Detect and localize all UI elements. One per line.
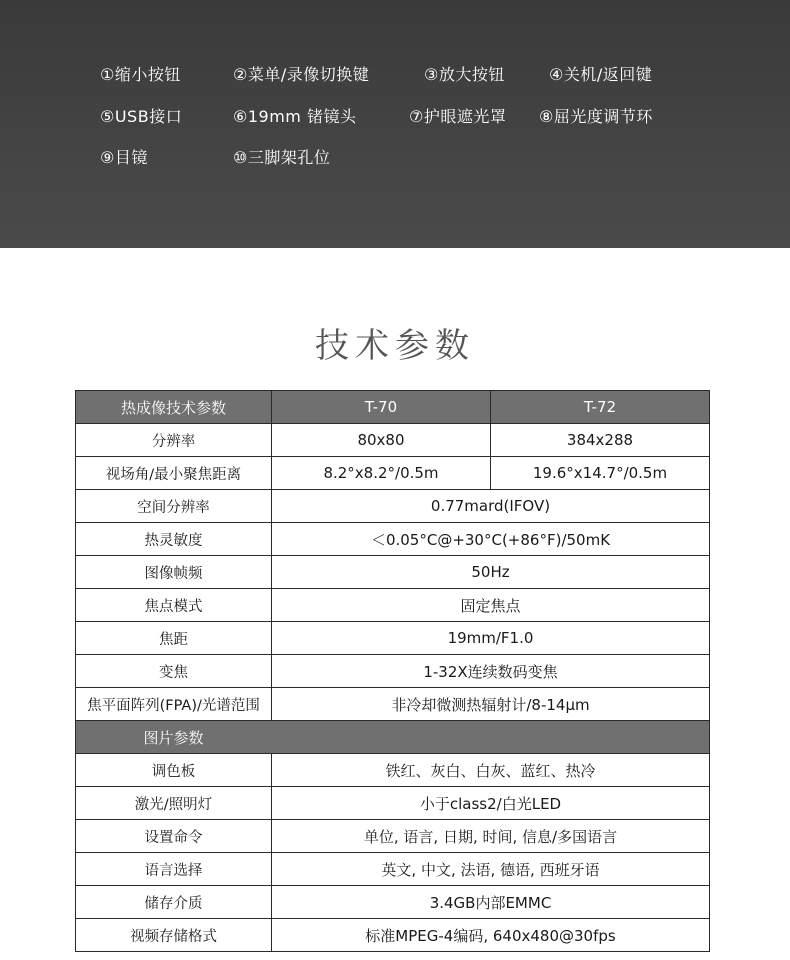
table-header-row [76,391,710,424]
row-value: 单位, 语言, 日期, 时间, 信息/多国语言 [272,820,710,853]
spec-table [75,390,710,952]
row-value: 19.6°x14.7°/0.5m [491,457,710,490]
row-label: 分辨率 [76,424,272,457]
row-value: 1-32X连续数码变焦 [272,655,710,688]
table-row [76,754,710,787]
row-label: 焦平面阵列(FPA)/光谱范围 [76,688,272,721]
table-row [76,787,710,820]
table-row [76,622,710,655]
table-row [76,820,710,853]
table-row [76,589,710,622]
row-label: 空间分辨率 [76,490,272,523]
row-label: 调色板 [76,754,272,787]
row-value: 铁红、灰白、白灰、蓝红、热冷 [272,754,710,787]
row-label: 变焦 [76,655,272,688]
row-value: 8.2°x8.2°/0.5m [272,457,491,490]
row-value: 非冷却微测热辐射计/8-14μm [272,688,710,721]
legend-item: ⑨目镜 [100,148,148,167]
table-header-model: T-72 [491,391,710,424]
row-value: 3.4GB内部EMMC [272,886,710,919]
row-value: 80x80 [272,424,491,457]
row-label: 视场角/最小聚焦距离 [76,457,272,490]
row-value: 标准MPEG-4编码, 640x480@30fps [272,919,710,952]
legend-banner [0,0,790,248]
row-value: 0.77mard(IFOV) [272,490,710,523]
row-value: 英文, 中文, 法语, 德语, 西班牙语 [272,853,710,886]
legend-item: ①缩小按钮 [100,65,181,84]
table-group-header [76,721,710,754]
table-row [76,655,710,688]
table-row [76,919,710,952]
row-label: 设置命令 [76,820,272,853]
row-value: ＜0.05°C@+30°C(+86°F)/50mK [272,523,710,556]
legend-item: ⑦护眼遮光罩 [409,107,507,126]
table-header-label: 热成像技术参数 [76,391,272,424]
row-value: 384x288 [491,424,710,457]
row-label: 焦点模式 [76,589,272,622]
legend-item: ⑥19mm 锗镜头 [233,107,357,126]
legend-item: ⑤USB接口 [100,107,183,126]
table-header-model: T-70 [272,391,491,424]
legend-item: ⑩三脚架孔位 [233,148,331,167]
row-label: 视频存储格式 [76,919,272,952]
row-label: 热灵敏度 [76,523,272,556]
legend-item: ②菜单/录像切换键 [233,65,370,84]
section-title: 技术参数 [315,326,475,366]
row-label: 激光/照明灯 [76,787,272,820]
table-row [76,457,710,490]
row-label: 语言选择 [76,853,272,886]
row-value: 50Hz [272,556,710,589]
row-value: 19mm/F1.0 [272,622,710,655]
table-row [76,490,710,523]
group-label: 图片参数 [143,728,204,747]
row-label: 焦距 [76,622,272,655]
legend-item: ③放大按钮 [424,65,505,84]
row-label: 储存介质 [76,886,272,919]
legend-item: ⑧屈光度调节环 [539,107,653,126]
table-row [76,886,710,919]
row-value: 小于class2/白光LED [272,787,710,820]
table-row [76,556,710,589]
table-row [76,523,710,556]
table-row [76,424,710,457]
table-row [76,688,710,721]
row-label: 图像帧频 [76,556,272,589]
table-row [76,853,710,886]
legend-item: ④关机/返回键 [549,65,653,84]
row-value: 固定焦点 [272,589,710,622]
